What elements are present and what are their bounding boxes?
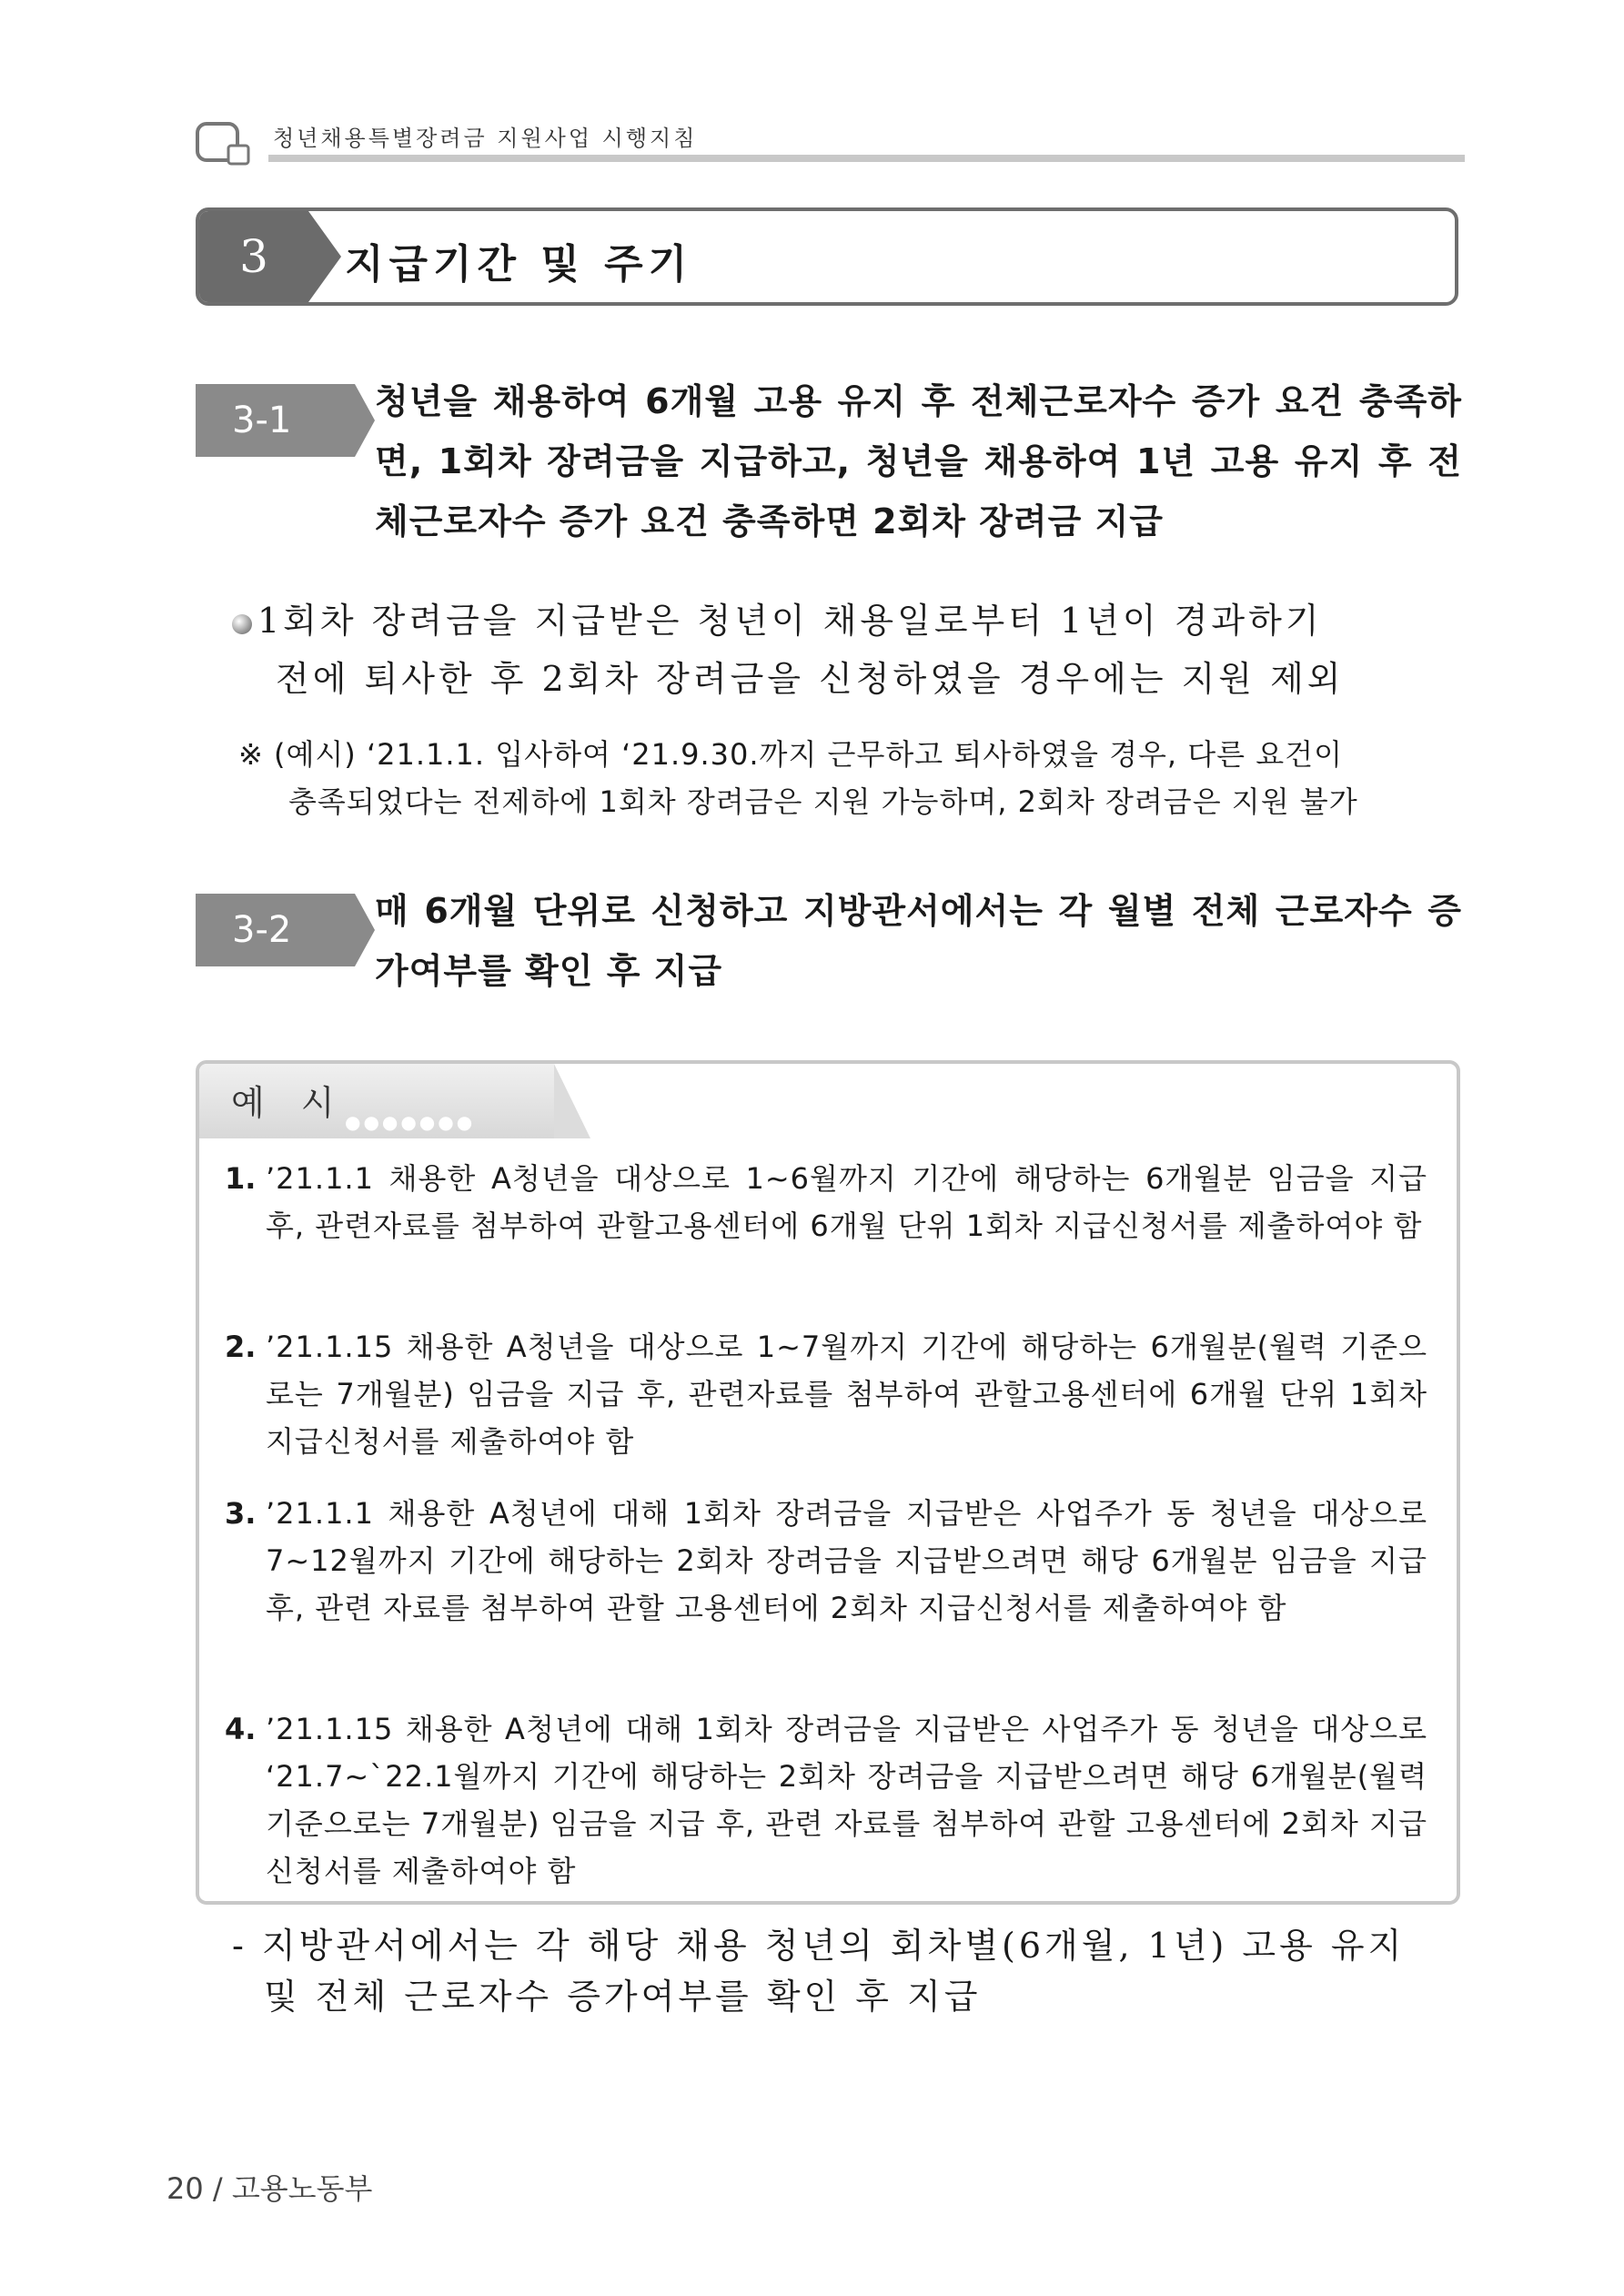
footer-org: 고용노동부	[231, 2171, 373, 2206]
example-item-text: ’21.1.15 채용한 A청년에 대해 1회차 장려금을 지급받은 사업주가 동 청년을 대상으로 ‘21.7~`22.1월까지 기간에 해당하는 2회차 장려금을 지급받으려면 해당 6개월분(월력 기준으로는 7개월분) 임금을 지급 후, 관련 자료를 첨부하여 관할 고용센터에 2회차 지급신청서를 제출하여야 함	[266, 1712, 1427, 1888]
dash-line-1: - 지방관서에서는 각 해당 채용 청년의 회차별(6개월, 1년) 고용 유지	[232, 1926, 1406, 1966]
example-dots: ●●●●●●●	[345, 1111, 476, 1133]
example-item-number: 4.	[225, 1712, 257, 1746]
header-box-icon	[196, 118, 250, 167]
example-label: 예 시	[231, 1083, 348, 1123]
note-line-2: 충족되었다는 전제하에 1회차 장려금은 지원 가능하며, 2회차 장려금은 지원 불가	[288, 784, 1358, 819]
example-item-text: ’21.1.15 채용한 A청년을 대상으로 1~7월까지 기간에 해당하는 6개월분(월력 기준으로는 7개월분) 임금을 지급 후, 관련자료를 첨부하여 관할고용센터에 6개월 단위 1회차 지급신청서를 제출하여야 함	[266, 1330, 1427, 1459]
example-item-number: 2.	[225, 1330, 257, 1364]
dash-line-2: 및 전체 근로자수 증가여부를 확인 후 지급	[264, 1977, 982, 2017]
subsection-tag-3-1: 3-1	[196, 384, 355, 457]
bullet-paragraph	[232, 592, 1451, 708]
section-heading	[196, 207, 1458, 306]
bullet-line-2: 전에 퇴사한 후 2회차 장려금을 신청하였을 경우에는 지원 제외	[276, 659, 1345, 699]
section-number: 3	[199, 211, 308, 302]
header-divider	[268, 155, 1465, 162]
example-item-number: 1.	[225, 1161, 257, 1196]
page-header	[196, 109, 1465, 173]
subsection-text-3-1: 청년을 채용하여 6개월 고용 유지 후 전체근로자수 증가 요건 충족하면, 1회차 장려금을 지급하고, 청년을 채용하여 1년 고용 유지 후 전체근로자수 증가 요건 충족하면 2회차 장려금 지급	[375, 381, 1462, 541]
note-line-1: ※ (예시) ‘21.1.1. 입사하여 ‘21.9.30.까지 근무하고 퇴사하였을 경우, 다른 요건이	[238, 737, 1343, 772]
footer-separator: /	[212, 2171, 223, 2206]
example-box	[196, 1060, 1460, 1905]
subsection-text-3-2: 매 6개월 단위로 신청하고 지방관서에서는 각 월별 전체 근로자수 증가여부를 확인 후 지급	[375, 891, 1462, 991]
example-item	[225, 1705, 1427, 1895]
subsection-tag-3-2: 3-2	[196, 894, 355, 966]
example-item	[225, 1490, 1427, 1632]
bullet-icon	[232, 614, 252, 634]
page-footer	[166, 2166, 372, 2208]
example-item-number: 3.	[225, 1496, 257, 1531]
dash-paragraph	[232, 1920, 1451, 2022]
example-tab	[199, 1064, 554, 1138]
example-item-text: ’21.1.1 채용한 A청년에 대해 1회차 장려금을 지급받은 사업주가 동 청년을 대상으로 7~12월까지 기간에 해당하는 2회차 장려금을 지급받으려면 해당 6개월분 임금을 지급 후, 관련 자료를 첨부하여 관할 고용센터에 2회차 지급신청서를 제출하여야 함	[266, 1496, 1427, 1625]
section-title: 지급기간 및 주기	[345, 241, 693, 288]
example-item-text: ’21.1.1 채용한 A청년을 대상으로 1~6월까지 기간에 해당하는 6개월분 임금을 지급 후, 관련자료를 첨부하여 관할고용센터에 6개월 단위 1회차 지급신청서를 제출하여야 함	[266, 1161, 1427, 1243]
example-item	[225, 1155, 1427, 1249]
header-title: 청년채용특별장려금 지원사업 시행지침	[273, 126, 698, 151]
note-paragraph	[238, 731, 1439, 825]
example-item	[225, 1323, 1427, 1465]
bullet-line-1: 1회차 장려금을 지급받은 청년이 채용일로부터 1년이 경과하기	[257, 601, 1323, 641]
page-number: 20	[166, 2171, 204, 2206]
